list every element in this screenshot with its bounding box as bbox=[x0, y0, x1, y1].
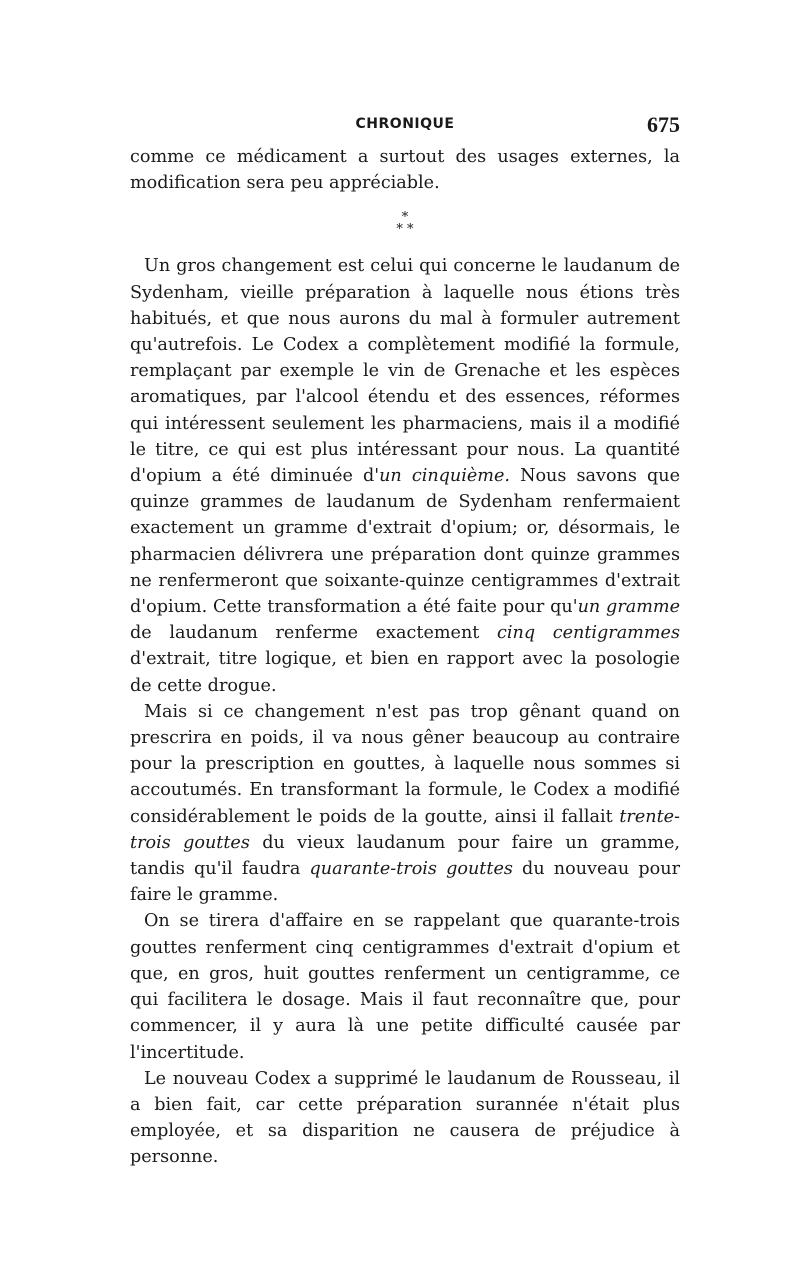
italic-run: trente-trois gouttes bbox=[130, 806, 680, 853]
italic-run: quarante-trois gouttes bbox=[309, 859, 513, 880]
paragraph-gouttes bbox=[130, 699, 680, 909]
paragraph-dosage: On se tirera d'affaire en se rappelant que quarante-trois gouttes renferment cinq centigrammes d'extrait d'opium et que, en gros, huit gouttes renferment un centigramme, ce qui facilitera le dosage. Mais il faut reconnaître que, pour commencer, il y aura là une petite difficulté causée par l'incertitude. bbox=[130, 911, 680, 1063]
italic-run: un cinquième. bbox=[379, 466, 510, 487]
paragraph-laudanum-sydenham bbox=[130, 253, 680, 698]
italic-run: cinq centigrammes bbox=[497, 623, 680, 644]
text-run: Nous savons que quinze grammes de laudanum de Sydenham renfermaient exactement un gramme d'extrait d'opium; or, désormais, le pharmacien délivrera une préparation dont quinze grammes ne renfermeront que soixante-quinze centigrammes d'extrait d'opium. Cette transformation a été faite pour qu' bbox=[130, 466, 680, 618]
text-run: du nouveau pour faire le gramme. bbox=[130, 859, 680, 906]
paragraph-rousseau: Le nouveau Codex a supprimé le laudanum de Rousseau, il a bien fait, car cette préparation surannée n'était plus employée, et sa disparition ne causera de préjudice à personne. bbox=[130, 1068, 680, 1168]
page-number: 675 bbox=[647, 112, 680, 137]
section-break-asterism bbox=[130, 212, 680, 236]
text-run: de laudanum renferme exactement bbox=[130, 623, 498, 644]
text-run: d'extrait, titre logique, et bien en rapport avec la posologie de cette drogue. bbox=[130, 649, 680, 696]
text-run: Mais si ce changement n'est pas trop gênant quand on prescrira en poids, il va nous gêner beaucoup au contraire pour la prescription en gouttes, à laquelle nous sommes si accoutumés. En transformant la formule, le Codex a modifié considérablement le poids de la goutte, ainsi il fallait bbox=[130, 701, 680, 827]
running-title: CHRONIQUE bbox=[355, 116, 455, 132]
asterism-bottom: * * bbox=[396, 222, 414, 238]
page-header bbox=[130, 112, 680, 144]
paragraph-continued: comme ce médicament a surtout des usages externes, la modification sera peu appréciable. bbox=[130, 147, 680, 194]
text-run: du vieux laudanum pour faire un gramme, tandis qu'il faudra bbox=[130, 832, 680, 880]
italic-run: un gramme bbox=[577, 597, 680, 618]
page-body bbox=[130, 144, 680, 1171]
asterism-top: * bbox=[401, 210, 409, 226]
text-run: Un gros changement est celui qui concerne le laudanum de Sydenham, vieille préparation à laquelle nous étions très habitués, et que nous aurons du mal à formuler autrement qu'autrefois. Le Codex a complètement modifié la formule, remplaçant par exemple le vin de Grenache et les espèces aromatiques, par l'alcool étendu et des essences, réformes qui intéressent seulement les pharmaciens, mais il a modifié le titre, ce qui est plus intéressant pour nous. La quantité d'opium a été diminuée d' bbox=[130, 256, 680, 487]
book-page bbox=[130, 112, 680, 1171]
